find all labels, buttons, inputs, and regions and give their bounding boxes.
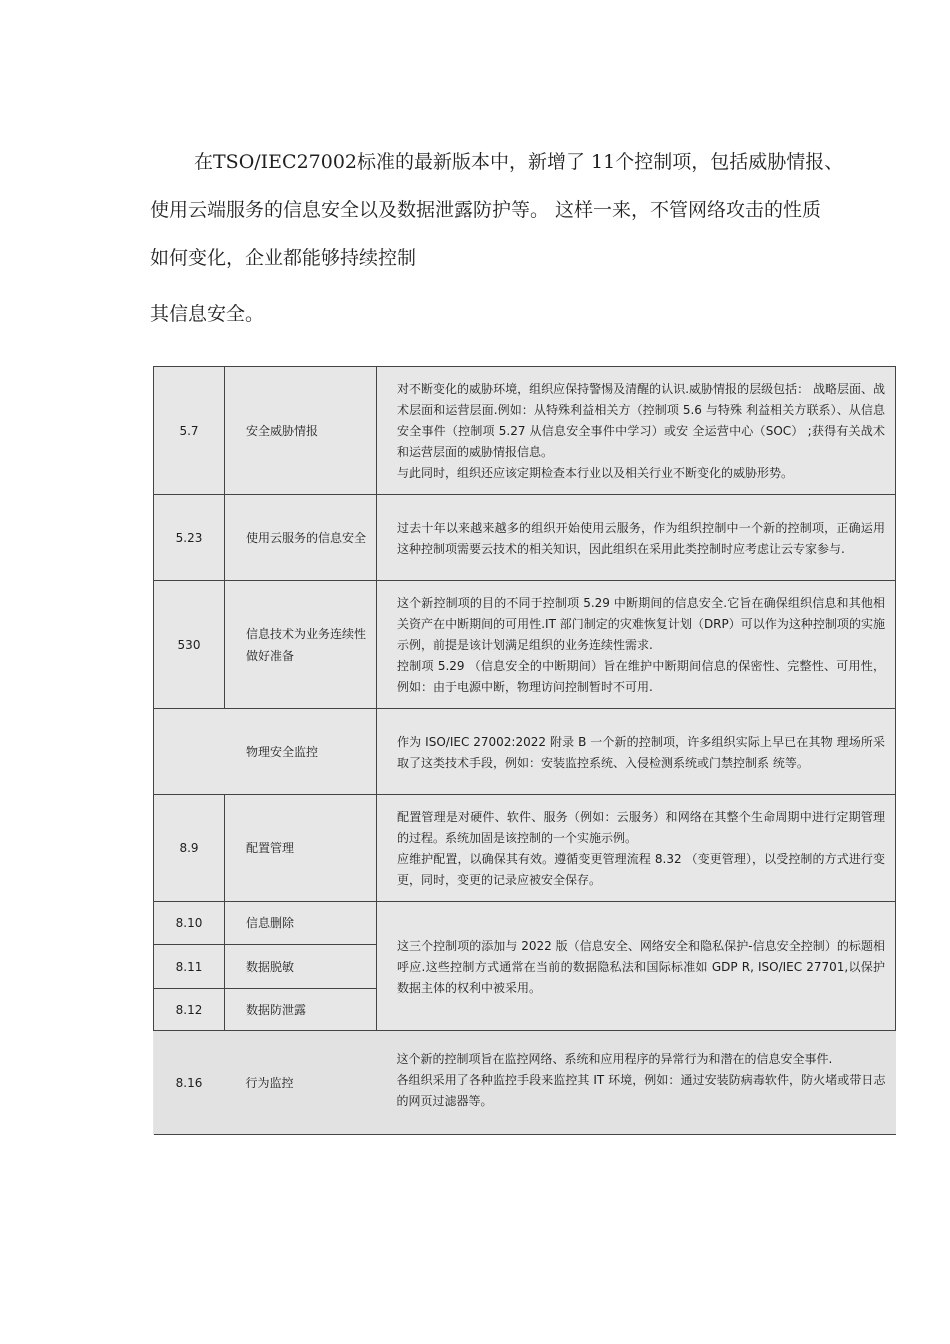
table-row: [154, 709, 896, 795]
description-paragraph: 对不断变化的威胁环境，组织应保持警惕及清醒的认识.威胁情报的层级包括： 战略层面、战术层面和运营层面.例如：从特殊利益相关方（控制项 5.6 与特殊 利益相关方联系）、从信息安全事件（控制项 5.27 从信息安全事件中学习）或安 全运营中心（SOC） ;获得有关战术和运营层面的威胁情报信息。: [397, 382, 885, 459]
table-row: [154, 1031, 896, 1135]
control-name: 信息技术为业务连续性做好准备: [225, 581, 377, 709]
control-number: 8.16: [154, 1031, 225, 1135]
description-paragraph: 这个新的控制项旨在监控网络、系统和应用程序的异常行为和潜在的信息安全事件.: [396, 1052, 833, 1066]
control-description: [377, 795, 896, 902]
control-number: 8.9: [154, 795, 225, 902]
control-name: 信息删除: [225, 902, 377, 945]
control-name: 行为监控: [225, 1031, 377, 1135]
control-description: [377, 495, 896, 581]
control-description: [377, 367, 896, 495]
description-paragraph: 配置管理是对硬件、软件、服务（例如：云服务）和网络在其整个生命周期中进行定期管理的过程。系统加固是该控制的一个实施示例。: [397, 810, 885, 845]
control-name: 物理安全监控: [154, 709, 377, 795]
table-row: [154, 902, 896, 945]
control-description: [377, 1031, 896, 1135]
control-number: 5.23: [154, 495, 225, 581]
table-row: [154, 795, 896, 902]
description-paragraph: 各组织采用了各种监控手段来监控其 IT 环境，例如：通过安装防病毒软件，防火堵或带日志的网页过滤器等。: [396, 1073, 886, 1108]
control-description: [377, 581, 896, 709]
description-paragraph: 控制项 5.29 （信息安全的中断期间）旨在维护中断期间信息的保密性、完整性、可用性，例如：由于电源中断，物理访问控制暂时不可用.: [397, 659, 885, 694]
control-number: 8.11: [154, 945, 225, 989]
control-name: 使用云服务的信息安全: [225, 495, 377, 581]
control-name: 数据防泄露: [225, 989, 377, 1031]
description-paragraph: 与此同时，组织还应该定期检查本行业以及相关行业不断变化的威胁形势。: [397, 466, 794, 480]
intro-line: 如何变化，企业都能够持续控制: [150, 247, 417, 269]
control-name: 配置管理: [225, 795, 377, 902]
table-row: [154, 581, 896, 709]
control-name: 安全威胁情报: [225, 367, 377, 495]
group-description: [377, 902, 896, 1031]
control-description: [377, 709, 896, 795]
control-number: 8.12: [154, 989, 225, 1031]
description-paragraph: 应维护配置，以确保其有效。遵循变更管理流程 8.32 （变更管理），以受控制的方式进行变更，同时，变更的记录应被安全保存。: [397, 852, 885, 887]
intro-line: 其信息安全。: [150, 303, 265, 325]
description-paragraph: 这三个控制项的添加与 2022 版（信息安全、网络安全和隐私保护-信息安全控制）的标题相呼应.这些控制方式通常在当前的数据隐私法和国际标准如 GDP R, ISO/IEC 27701,以保护数据主体的权利中被采用。: [397, 938, 885, 995]
control-name: 数据脱敏: [225, 945, 377, 989]
description-paragraph: 过去十年以来越来越多的组织开始使用云服务，作为组织控制中一个新的控制项，正确运用这种控制项需要云技术的相关知识，因此组织在采用此类控制时应考虑让云专家参与.: [397, 520, 885, 556]
description-paragraph: 作为 ISO/IEC 27002:2022 附录 B 一个新的控制项，许多组织实际上早已在其物 理场所采取了这类技术手段，例如：安装监控系统、入侵检测系统或门禁控制系 统等。: [397, 734, 885, 770]
table-row: [154, 495, 896, 581]
intro-line: 使用云端服务的信息安全以及数据泄露防护等。 这样一来，不管网络攻击的性质: [150, 199, 822, 221]
control-number: 5.7: [154, 367, 225, 495]
intro-paragraph: [150, 142, 895, 342]
control-number: 8.10: [154, 902, 225, 945]
description-paragraph: 这个新控制项的目的不同于控制项 5.29 中断期间的信息安全.它旨在确保组织信息和其他相关资产在中断期间的可用性.IT 部门制定的灾难恢复计划（DRP）可以作为这种控制项的实施示例，前提是该计划满足组织的业务连续性需求.: [397, 596, 885, 652]
control-number: 530: [154, 581, 225, 709]
intro-line: 在TSO/IEC27002标准的最新版本中，新增了 11个控制项，包括威胁情报、: [194, 151, 844, 173]
table-row: [154, 367, 896, 495]
controls-table: [153, 366, 896, 1135]
